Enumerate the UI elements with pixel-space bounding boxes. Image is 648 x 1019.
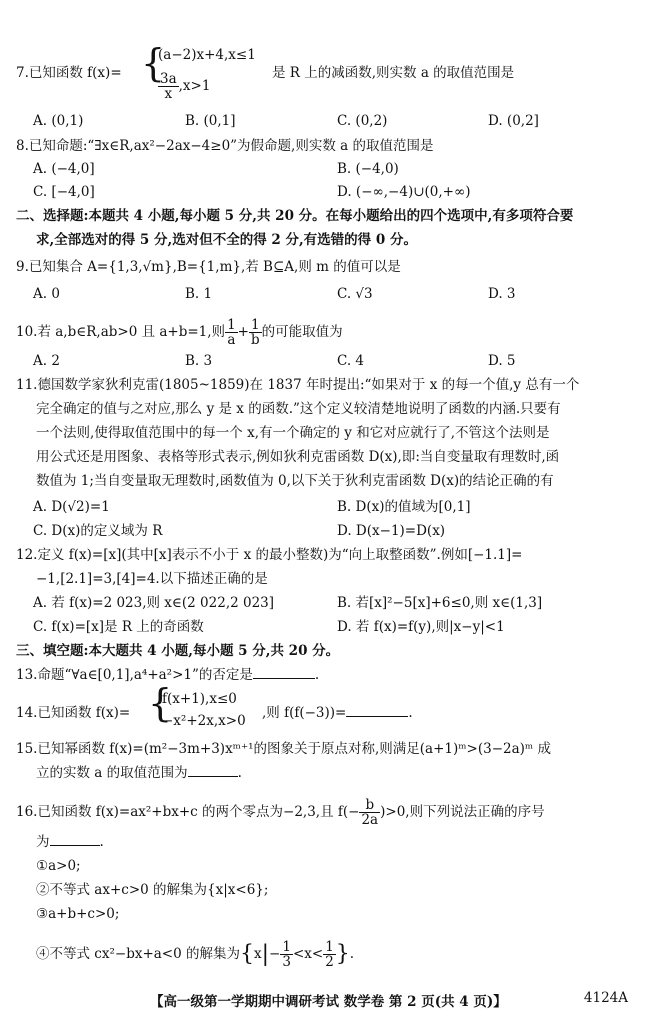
q8-option-c[interactable]: C. [−4,0]: [33, 184, 95, 200]
q11-line-1: 11.德国数学家狄利克雷(1805~1859)在 1837 年时提出:“如果对于 x 的每一个值,y 总有一个: [16, 377, 580, 393]
q14-brace: {: [148, 681, 173, 725]
q7-suffix: 是 R 上的减函数,则实数 a 的取值范围是: [272, 65, 515, 81]
q12-line-1: 12.定义 f(x)=[x](其中[x]表示不小于 x 的最小整数)为“向上取整函数”.例如[−1.1]=: [16, 547, 523, 563]
q7-case1: (a−2)x+4,x≤1: [158, 47, 256, 63]
q12-option-c[interactable]: C. f(x)=[x]是 R 上的奇函数: [33, 619, 204, 635]
q11-line-3: 一个法则,使得取值范围中的每一个 x,有一个确定的 y 和它对应就行了,不管这个法则是: [36, 425, 550, 441]
q9-option-c[interactable]: C. √3: [337, 286, 373, 302]
q10-stem: 10.若 a,b∈R,ab>0 且 a+b=1,则 $\frac{1}{a}$ + $\frac{1}{b}$ 的可能取值为: [16, 317, 343, 348]
q7-option-d[interactable]: D. (0,2]: [488, 113, 539, 129]
q14-case1: f(x+1),x≤0: [162, 691, 237, 707]
q14-suffix: ,则 f(f(−3))= .: [262, 705, 413, 721]
q16-line-2: 为 .: [36, 834, 104, 850]
q11-option-d[interactable]: D. D(x−1)=D(x): [337, 523, 446, 539]
q8-stem: 8.已知命题:“∃x∈R,ax²−2ax−4≥0”为假命题,则实数 a 的取值范围是: [16, 138, 434, 154]
q11-line-5: 数值为 1;当自变量取无理数时,函数值为 0,以下关于狄利克雷函数 D(x)的结论正确的有: [36, 473, 554, 489]
q9-option-a[interactable]: A. 0: [33, 286, 60, 302]
q15-line-2: 立的实数 a 的取值范围为 .: [36, 765, 242, 781]
q14-answer-blank[interactable]: [346, 704, 408, 717]
q11-option-a[interactable]: A. D(√2)=1: [33, 499, 110, 515]
q7-prefix: 7.已知函数 f(x)=: [16, 65, 122, 81]
q16-stem: 16.已知函数 f(x)=ax²+bx+c 的两个零点为−2,3,且 f(− $\frac{b}{2a}$ )>0,则下列说法正确的序号: [16, 797, 545, 828]
q15-answer-blank[interactable]: [188, 764, 238, 777]
q16-answer-blank[interactable]: [50, 833, 100, 846]
footer-title: 【高一级第一学期期中调研考试 数学卷 第 2 页(共 4 页)】: [150, 994, 507, 1010]
q16-item-1: ①a>0;: [36, 858, 81, 874]
q11-option-c[interactable]: C. D(x)的定义域为 R: [33, 523, 163, 539]
q12-option-b[interactable]: B. 若[x]²−5[x]+6≤0,则 x∈(1,3]: [337, 595, 543, 611]
q8-option-a[interactable]: A. (−4,0]: [33, 161, 95, 177]
q16-item-4: ④不等式 cx²−bx+a<0 的解集为{x|− $\frac{1}{3}$ <x< $\frac{1}{2}$ }.: [36, 939, 355, 970]
q11-option-b[interactable]: B. D(x)的值域为[0,1]: [337, 499, 471, 515]
q7-option-b[interactable]: B. (0,1]: [185, 113, 236, 129]
section2-line1: 二、选择题:本题共 4 小题,每小题 5 分,共 20 分。在每小题给出的四个选项中,有多项符合要: [16, 208, 574, 224]
q9-stem: 9.已知集合 A={1,3,√m},B={1,m},若 B⊆A,则 m 的值可以是: [16, 259, 401, 275]
q13-stem: 13.命题“∀a∈[0,1],a⁴+a²>1”的否定是 .: [16, 667, 320, 683]
q10-option-b[interactable]: B. 3: [185, 353, 213, 369]
q12-option-d[interactable]: D. 若 f(x)=f(y),则|x−y|<1: [337, 619, 505, 635]
q10-option-a[interactable]: A. 2: [33, 353, 60, 369]
q9-option-b[interactable]: B. 1: [185, 286, 213, 302]
section2-line2: 求,全部选对的得 5 分,选对但不全的得 2 分,有选错的得 0 分。: [36, 232, 417, 248]
q16-item-3: ③a+b+c>0;: [36, 906, 120, 922]
section3-heading: 三、填空题:本大题共 4 小题,每小题 5 分,共 20 分。: [16, 643, 340, 659]
q12-line-2: −1,[2.1]=3,[4]=4.以下描述正确的是: [36, 571, 268, 587]
q14-case2: −x²+2x,x>0: [162, 713, 246, 729]
q8-option-b[interactable]: B. (−4,0): [337, 161, 399, 177]
q12-option-a[interactable]: A. 若 f(x)=2 023,则 x∈(2 022,2 023]: [33, 595, 275, 611]
q9-option-d[interactable]: D. 3: [488, 286, 516, 302]
q11-line-2: 完全确定的值与之对应,那么 y 是 x 的函数.”这个定义较清楚地说明了函数的内涵.只要有: [36, 401, 561, 417]
q11-line-4: 用公式还是用图象、表格等形式表示,例如狄利克雷函数 D(x),即:当自变量取有理数时,函: [36, 449, 560, 465]
q8-option-d[interactable]: D. (−∞,−4)∪(0,+∞): [337, 184, 471, 200]
q10-option-c[interactable]: C. 4: [337, 353, 365, 369]
q10-option-d[interactable]: D. 5: [488, 353, 516, 369]
q14-prefix: 14.已知函数 f(x)=: [16, 705, 131, 721]
q7-brace: {: [141, 41, 166, 85]
q7-option-a[interactable]: A. (0,1): [33, 113, 84, 129]
q13-answer-blank[interactable]: [253, 666, 315, 679]
q7-case2: $\frac{3a}{x}$ ,x>1: [160, 71, 211, 102]
q16-item-2: ②不等式 ax+c>0 的解集为{x|x<6};: [36, 882, 269, 898]
q7-option-c[interactable]: C. (0,2): [337, 113, 388, 129]
q15-line-1: 15.已知幂函数 f(x)=(m²−3m+3)xᵐ⁺¹的图象关于原点对称,则满足(a+1)ᵐ>(3−2a)ᵐ 成: [16, 741, 552, 757]
footer-code: 4124A: [583, 990, 628, 1006]
